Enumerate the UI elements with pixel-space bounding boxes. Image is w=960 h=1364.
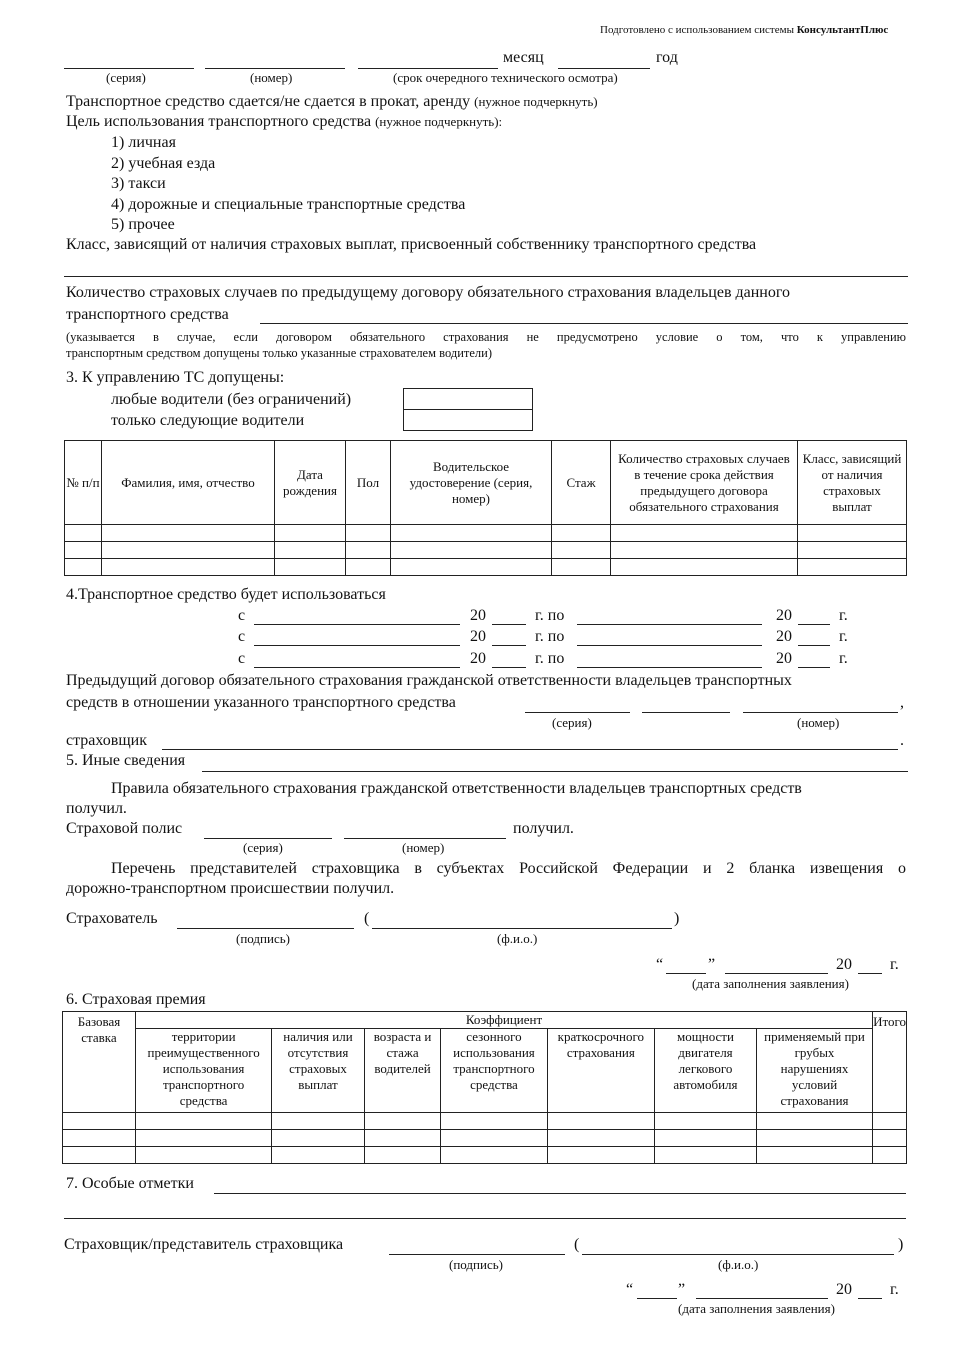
table-row xyxy=(63,1147,907,1164)
list-line2: дорожно-транспортном происшествии получил. xyxy=(66,880,395,897)
class-line: Класс, зависящий от наличия страховых выплат, присвоенный собственнику транспортного средства xyxy=(66,236,757,253)
cases-note1: (указывается в случае, если договором обязательного страхования не предусмотрено условие о том, что к управлению xyxy=(66,330,906,344)
period-to-label: г. по xyxy=(535,650,565,667)
purpose-item: 1) личная xyxy=(111,134,176,151)
col-num: № п/п xyxy=(65,441,102,525)
inspection-term-caption: (срок очередного технического осмотра) xyxy=(393,70,618,85)
rules-line2: получил. xyxy=(66,800,127,817)
col-birth: Дата рождения xyxy=(275,441,346,525)
policy-label: Страховой полис xyxy=(66,820,183,837)
table-row xyxy=(65,542,907,559)
purpose-item: 2) учебная езда xyxy=(111,155,216,172)
col-class: Класс, зависящий от наличия страховых выплат xyxy=(798,441,907,525)
list-line1: Перечень представителей страховщика в субъектах Российской Федерации и 2 бланка извещения о xyxy=(111,860,906,877)
period-end-label: г. xyxy=(839,650,848,667)
table-row xyxy=(65,559,907,576)
rental-line: Транспортное средство сдается/не сдается в прокат, аренду (нужное подчеркнуть) xyxy=(66,93,598,110)
period-title: 4.Транспортное средство будет использоваться xyxy=(66,586,386,603)
period-year: 20 xyxy=(470,607,486,624)
col-base: Базовая ставка xyxy=(63,1012,136,1113)
number-caption: (номер) xyxy=(250,70,293,85)
period-end-label: г. xyxy=(839,607,848,624)
other-title: 5. Иные сведения xyxy=(66,752,186,769)
col-license: Водительское удостоверение (серия, номер) xyxy=(391,441,552,525)
premium-table: Базовая ставка Коэффициент Итого территории преимущественного использования транспортного средства наличия или отсутствия страховых выплат возраста и стажа водителей сезонного использования транспортного средства краткосрочного страхования мощности двигателя легкового автомобиля применяемый при грубых нарушениях условий страхования xyxy=(62,1011,907,1164)
period-year: 20 xyxy=(776,628,792,645)
only-drivers-box[interactable] xyxy=(403,409,533,431)
series-caption: (серия) xyxy=(106,70,146,85)
year-label: год xyxy=(656,49,678,66)
period-year: 20 xyxy=(470,628,486,645)
header-note: Подготовлено с использованием системы КонсультантПлюс xyxy=(600,24,889,36)
insurer-sign-label: Страховщик/представитель страховщика xyxy=(64,1236,344,1253)
any-drivers-label: любые водители (без ограничений) xyxy=(111,391,352,408)
col-exp: Стаж xyxy=(552,441,611,525)
period-to-label: г. по xyxy=(535,628,565,645)
table-row xyxy=(63,1113,907,1130)
date-caption: (дата заполнения заявления) xyxy=(678,1301,835,1316)
period-year: 20 xyxy=(470,650,486,667)
col-total: Итого xyxy=(873,1012,907,1113)
cases-line2: транспортного средства xyxy=(66,306,229,323)
period-from-label: с xyxy=(238,607,246,624)
only-drivers-label: только следующие водители xyxy=(111,412,305,429)
period-to-label: г. по xyxy=(535,607,565,624)
purpose-item: 3) такси xyxy=(111,175,166,192)
purpose-title: Цель использования транспортного средства (нужное подчеркнуть): xyxy=(66,113,503,130)
rules-line1: Правила обязательного страхования гражданской ответственности владельцев транспортных средств xyxy=(111,780,802,797)
drivers-table xyxy=(64,440,907,576)
table-row xyxy=(63,1130,907,1147)
insurer-label: страховщик xyxy=(66,732,147,749)
col-fio: Фамилия, имя, отчество xyxy=(102,441,275,525)
period-from-label: с xyxy=(238,650,246,667)
insured-label: Страхователь xyxy=(66,910,158,927)
prev-number-caption: (номер) xyxy=(797,715,840,730)
any-drivers-box[interactable] xyxy=(403,388,533,410)
cases-note2: транспортным средством допущены только указанные страхователем водители) xyxy=(66,346,493,360)
period-from-label: с xyxy=(238,628,246,645)
col-sex: Пол xyxy=(346,441,391,525)
marks-title: 7. Особые отметки xyxy=(66,1175,194,1192)
period-year: 20 xyxy=(776,607,792,624)
purpose-item: 4) дорожные и специальные транспортные средства xyxy=(111,196,466,213)
prev-series-caption: (серия) xyxy=(552,715,592,730)
purpose-item: 5) прочее xyxy=(111,216,175,233)
date-caption: (дата заполнения заявления) xyxy=(692,976,849,991)
previous-line1: Предыдущий договор обязательного страхования гражданской ответственности владельцев транспортных xyxy=(66,672,792,689)
drivers-title: 3. К управлению ТС допущены: xyxy=(66,369,285,386)
col-cases: Количество страховых случаев в течение срока действия предыдущего договора обязательного страхования xyxy=(611,441,798,525)
period-end-label: г. xyxy=(839,628,848,645)
premium-title: 6. Страховая премия xyxy=(66,991,206,1008)
previous-line2: средств в отношении указанного транспортного средства xyxy=(66,694,456,711)
month-label: месяц xyxy=(503,49,544,66)
period-year: 20 xyxy=(776,650,792,667)
col-coef: Коэффициент xyxy=(135,1012,872,1029)
table-row xyxy=(65,525,907,542)
cases-line1: Количество страховых случаев по предыдущему договору обязательного страхования владельцев данного xyxy=(66,284,791,301)
